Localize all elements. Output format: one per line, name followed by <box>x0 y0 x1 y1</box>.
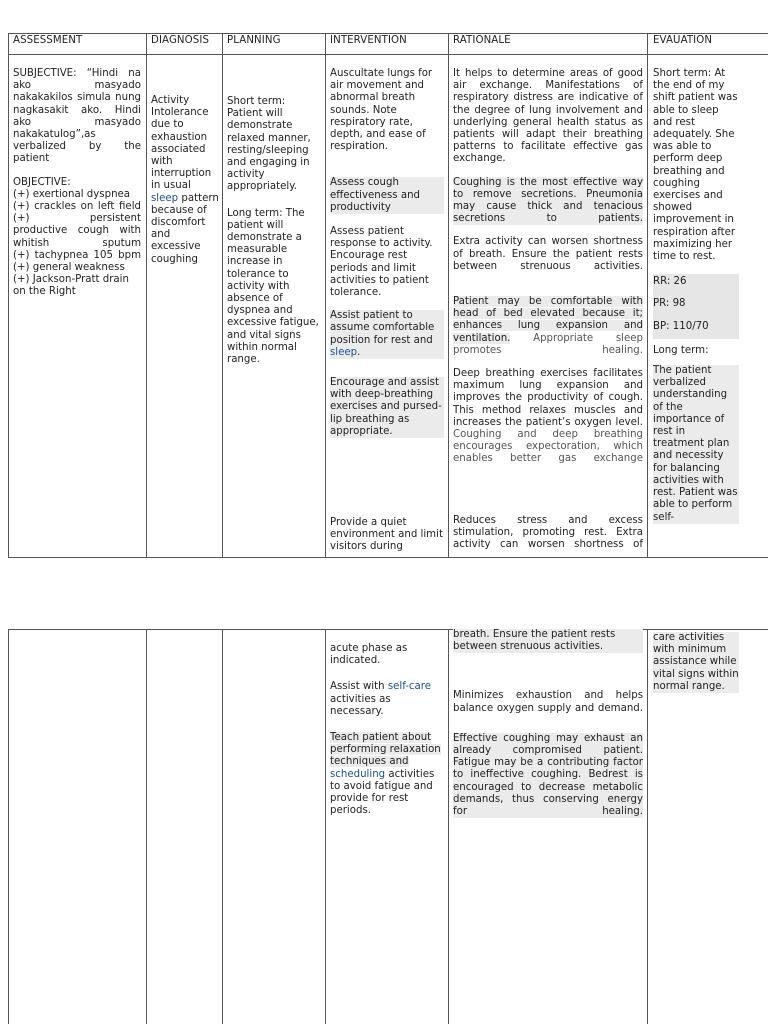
col-border <box>222 629 223 1024</box>
table-top-border <box>8 629 768 630</box>
rationale-5: Deep breathing exercises facilitates maximum lung expansion and improves the productivity of cough. This method relaxes muscles and increases the patient’s oxygen level. Coughing and deep breathing encourages expectoration, which enables better gas exchange <box>453 368 643 465</box>
objective-item: (+) exertional dyspnea <box>13 188 131 200</box>
objective-item: (+) persistent productive cough with whitish sputum <box>13 213 141 249</box>
col-border <box>8 629 9 1024</box>
rationale-1: It helps to determine areas of good air exchange. Manifestations of respiratory distress are indicative of the degree of lung involvement and underlying general health status as patients will adapt their breathing patterns to facilitate effective gas exchange. <box>453 68 643 165</box>
intervention-4: Assist patient to assume comfortable position for rest and sleep. <box>330 310 444 359</box>
evaluation-continued <box>653 632 739 693</box>
col-border <box>146 33 147 558</box>
planning-cell <box>227 96 321 366</box>
vital-bp: BP: 110/70 <box>653 319 739 339</box>
table-bottom-border <box>8 557 768 558</box>
objective-item: (+) crackles on left field <box>13 201 141 213</box>
col-border <box>8 33 9 558</box>
evaluation-long-term: The patient verbalized understanding of the importance of rest in treatment plan and necessity for balancing activities with rest. Patient was able to perform self- <box>653 365 738 523</box>
planning-long-term: Long term: The patient will demonstrate a measurable increase in tolerance to activity with absence of dyspnea and excessive fatigue, and vital signs within normal range. <box>227 207 319 366</box>
evaluation-long-term-part2: care activities with minimum assistance while vital signs within normal range. <box>653 632 739 692</box>
objective-label: OBJECTIVE: <box>13 176 71 188</box>
objective-item: (+) tachypnea 105 bpm <box>13 249 141 261</box>
col-border <box>325 629 326 1024</box>
rationale-cell <box>453 68 643 466</box>
intervention-1: Auscultate lungs for air movement and abnormal breath sounds. Note respiratory rate, depth, and ease of respiration. <box>330 68 433 153</box>
header-planning: PLANNING <box>227 35 281 46</box>
intervention-cell <box>330 68 444 438</box>
header-evaluation: EVAUATION <box>653 35 713 46</box>
rationale-continued <box>453 629 643 818</box>
rationale-6-part1: Reduces stress and excess stimulation, promoting rest. Extra activity can worsen shortness of <box>453 515 643 551</box>
rationale-7: Minimizes exhaustion and helps balance oxygen supply and demand. <box>453 690 643 714</box>
intervention-3: Assess patient response to activity. Encourage rest periods and limit activities to patient tolerance. <box>330 226 433 299</box>
sleep-link[interactable]: sleep <box>330 346 358 358</box>
header-diagnosis: DIAGNOSIS <box>151 35 210 46</box>
diagnosis-text: Activity Intolerance due to exhaustion associated with interruption in usual sleep pattern because of discomfort and excessive coughing <box>151 95 219 265</box>
intervention-6-part2: acute phase as indicated. <box>330 643 408 667</box>
objective-item: (+) Jackson-Pratt drain on the Right <box>13 274 129 298</box>
header-rationale: RATIONALE <box>453 35 511 46</box>
rationale-2: Coughing is the most effective way to remove secretions. Pneumonia may cause thick and tenacious secretions to patients. <box>453 176 643 225</box>
diagnosis-cell <box>151 95 219 266</box>
rationale-8: Effective coughing may exhaust an already compromised patient. Fatigue may be a contributing factor to ineffective coughing. Bedrest is encouraged to decrease metabolic demands, thus conserving energy for healing. <box>453 732 643 818</box>
col-border <box>647 33 648 558</box>
evaluation-cell <box>653 68 739 524</box>
header-intervention: INTERVENTION <box>330 35 407 46</box>
intervention-2: Assess cough effectiveness and productivity <box>330 177 444 214</box>
col-border <box>647 629 648 1024</box>
evaluation-long-term-label: Long term: <box>653 344 709 356</box>
col-border <box>146 629 147 1024</box>
intervention-continued <box>330 643 444 817</box>
col-border <box>448 629 449 1024</box>
scheduling-link[interactable]: scheduling <box>330 768 386 780</box>
objective-item: (+) general weakness <box>13 262 125 274</box>
self-care-link[interactable]: self-care <box>387 681 431 693</box>
header-bottom-border <box>8 54 768 55</box>
vital-rr: RR: 26 <box>653 274 739 296</box>
rationale-3: Extra activity can worsen shortness of breath. Ensure the patient rests between strenuous activities. <box>453 236 643 272</box>
intervention-7: Assist with self-care activities as necessary. <box>330 681 431 717</box>
intervention-6-part1: Provide a quiet environment and limit visitors during <box>330 517 443 553</box>
rationale-6-part2: breath. Ensure the patient rests between strenuous activities. <box>453 629 643 653</box>
intervention-8: Teach patient about performing relaxation techniques and scheduling activities to avoid fatigue and provide for rest periods. <box>330 732 441 817</box>
intervention-5: Encourage and assist with deep-breathing exercises and pursed-lip breathing as appropriate. <box>330 377 444 438</box>
col-border <box>448 33 449 558</box>
sleep-link[interactable]: sleep <box>151 192 179 204</box>
rationale-4: Patient may be comfortable with head of bed elevated because it; enhances lung expansion and ventilation. Appropriate sleep promotes healing. <box>453 296 643 356</box>
table-top-border <box>8 33 768 34</box>
vital-pr: PR: 98 <box>653 296 739 318</box>
header-assessment: ASSESSMENT <box>13 35 83 46</box>
planning-short-term: Short term: Patient will demonstrate relaxed manner, resting/sleeping and engaging in activity appropriately. <box>227 96 311 193</box>
col-border <box>325 33 326 558</box>
subjective-text: SUBJECTIVE: “Hindi na ako masyado nakakakilos simula nung nagkasakit ako. Hindi ako masyado nakakatulog”,as verbalized by the patient <box>13 68 141 165</box>
evaluation-short-term: Short term: At the end of my shift patient was able to sleep and rest adequately. She was able to perform deep breathing and coughing exercises and showed improvement in respiration after maximizing her time to rest. <box>653 68 738 263</box>
assessment-cell <box>13 68 141 299</box>
col-border <box>222 33 223 558</box>
